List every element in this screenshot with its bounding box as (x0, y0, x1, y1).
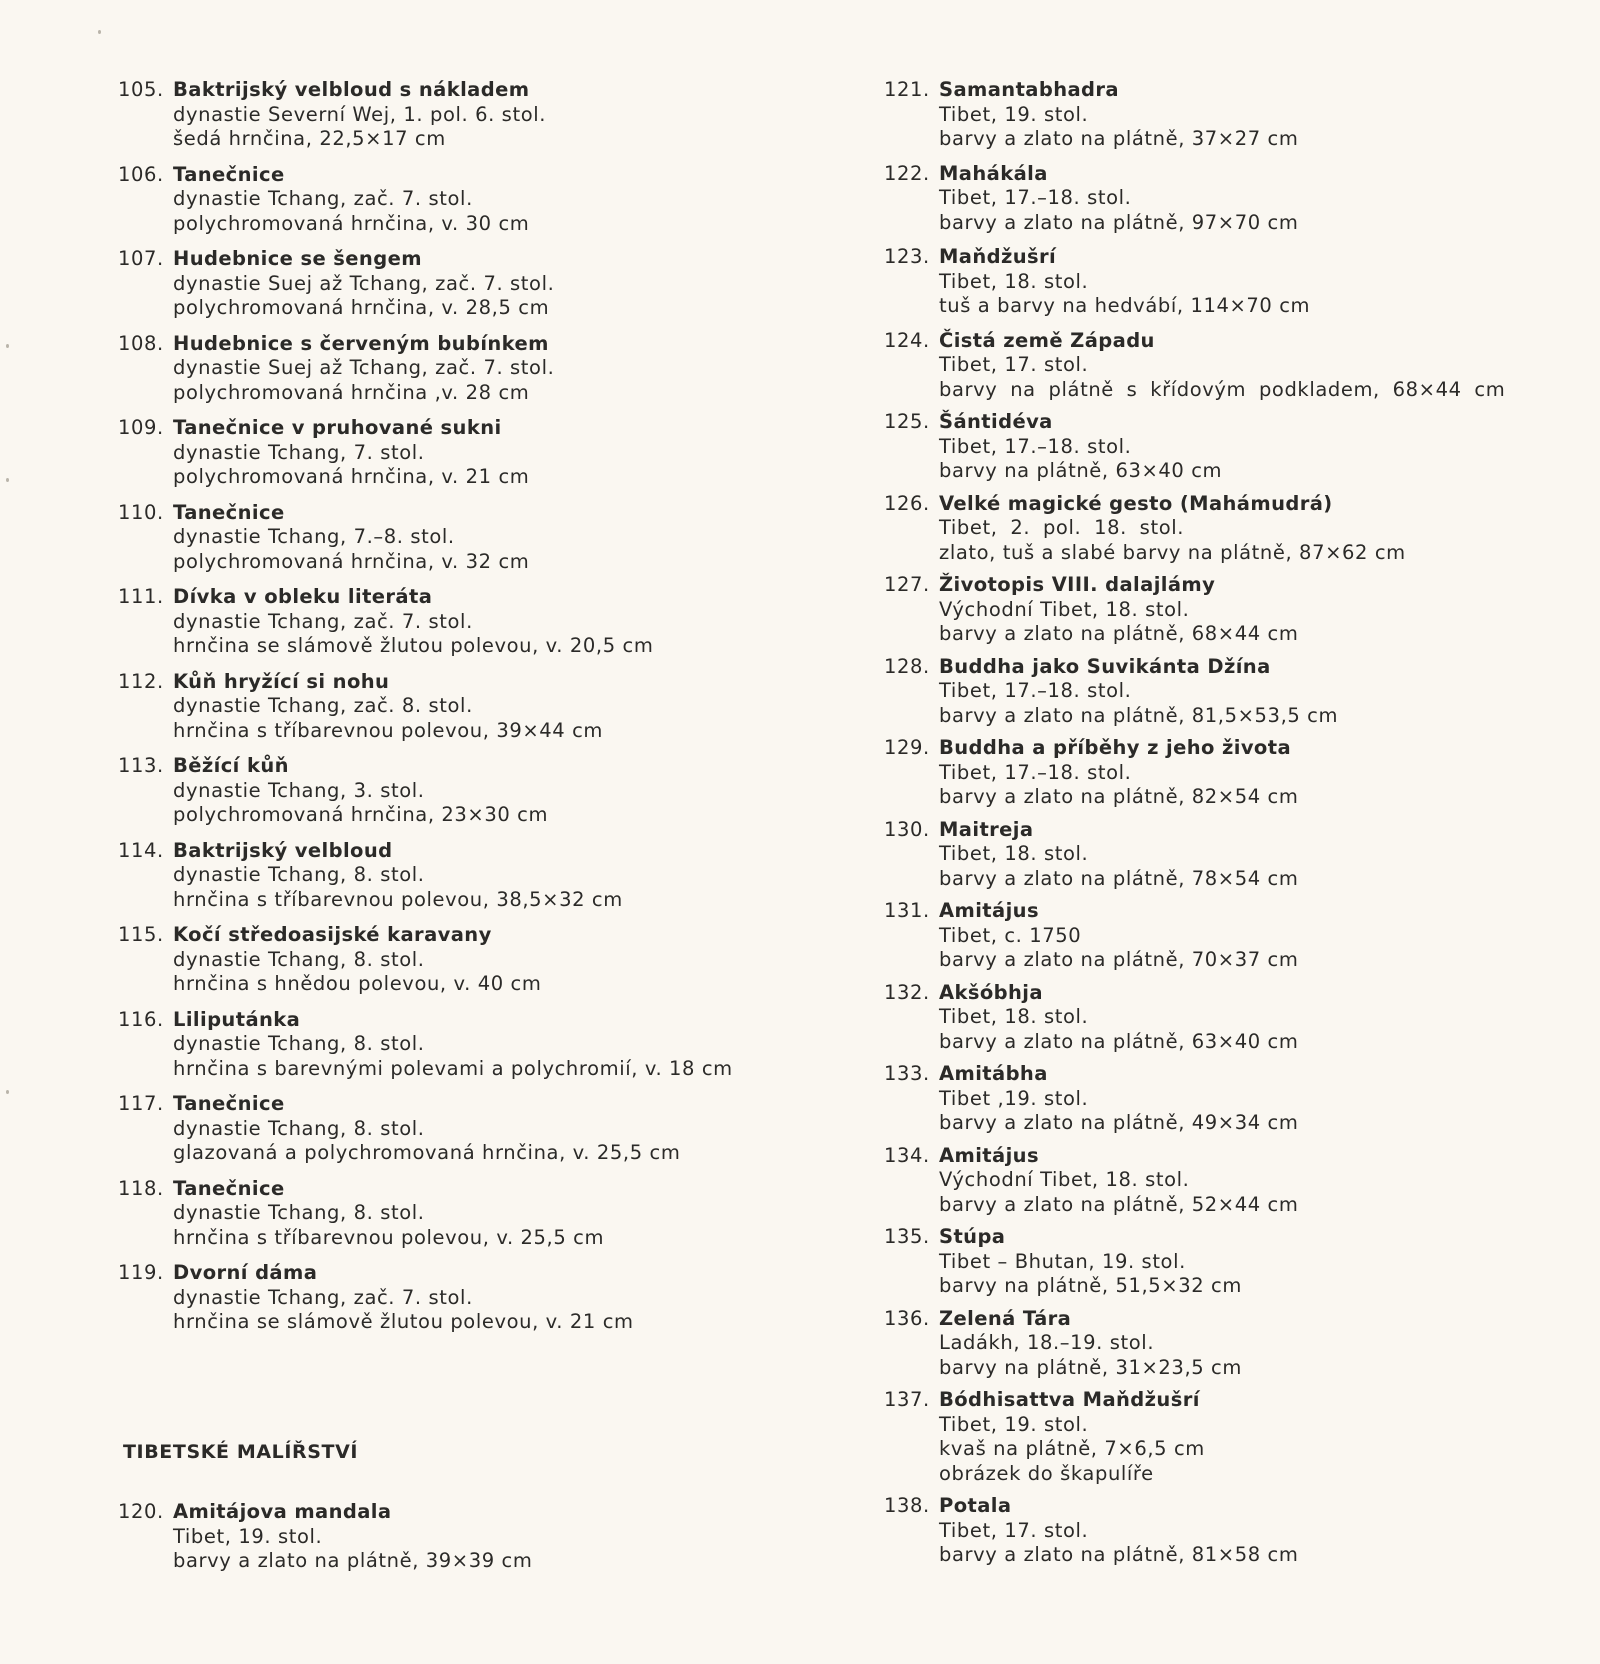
entry-material: barvy a zlato na plátně, 97×70 cm (939, 210, 1299, 234)
entry-number: 133. (884, 1062, 930, 1085)
entry-material: zlato, tuš a slabé barvy na plátně, 87×62 cm (939, 540, 1406, 564)
entry-number: 135. (884, 1225, 930, 1248)
entry-material: barvy a zlato na plátně, 81×58 cm (939, 1543, 1299, 1566)
catalog-entry (118, 247, 818, 321)
entry-number: 116. (118, 1007, 164, 1031)
entry-origin: dynastie Tchang, zač. 8. stol. (173, 694, 473, 717)
entry-number: 115. (118, 923, 164, 946)
entry-material: barvy a zlato na plátně, 49×34 cm (939, 1111, 1299, 1134)
entry-origin: Tibet, 17.–18. stol. (939, 186, 1132, 209)
entry-number: 138. (884, 1494, 930, 1517)
entry-material: barvy a zlato na plátně, 39×39 cm (173, 1549, 533, 1572)
entry-number: 105. (118, 78, 164, 101)
entry-material: polychromovaná hrnčina, v. 32 cm (173, 549, 530, 573)
entry-origin: Tibet, 19. stol. (939, 102, 1089, 126)
entry-number: 114. (118, 838, 164, 862)
entry-title: Liliputánka (173, 1007, 301, 1031)
entry-material: barvy na plátně s křídovým podkladem, 68×44 cm (939, 377, 1506, 401)
entry-material: hrnčina s barevnými polevami a polychromií, v. 18 cm (173, 1056, 733, 1080)
entry-number: 137. (884, 1388, 930, 1411)
entry-title: Stúpa (939, 1225, 1006, 1248)
entry-number: 127. (884, 573, 930, 596)
catalog-entry (118, 501, 818, 575)
entry-origin: Tibet, c. 1750 (939, 923, 1082, 947)
entry-title: Šántidéva (939, 410, 1053, 433)
catalog-entry (884, 1062, 1584, 1136)
entry-material: polychromovaná hrnčina, v. 21 cm (173, 465, 530, 488)
catalog-entry (118, 754, 818, 828)
entry-number: 126. (884, 491, 930, 515)
entry-origin: Ladákh, 18.–19. stol. (939, 1331, 1155, 1354)
entry-title: Mahákála (939, 161, 1048, 185)
entry-title: Buddha jako Suvikánta Džína (939, 654, 1271, 678)
entry-origin: Východní Tibet, 18. stol. (939, 1168, 1190, 1191)
entry-number: 109. (118, 416, 164, 439)
entry-number: 112. (118, 669, 164, 693)
catalog-entry (118, 1177, 818, 1251)
paper-speck (6, 478, 9, 482)
entry-origin: Tibet ,19. stol. (939, 1086, 1089, 1110)
entry-origin: Tibet, 18. stol. (939, 269, 1089, 293)
entry-title: Kočí středoasijské karavany (173, 923, 492, 946)
catalog-column-left (118, 78, 818, 1346)
entry-title: Baktrijský velbloud s nákladem (173, 78, 530, 101)
entry-number: 129. (884, 736, 930, 759)
entry-material: polychromovaná hrnčina, v. 28,5 cm (173, 296, 550, 319)
entry-material: barvy a zlato na plátně, 78×54 cm (939, 866, 1299, 890)
catalog-entry (884, 1494, 1584, 1568)
entry-origin: dynastie Tchang, 8. stol. (173, 1032, 425, 1055)
entry-title: Maitreja (939, 817, 1034, 841)
entry-material: hrnčina s tříbarevnou polevou, v. 25,5 cm (173, 1225, 605, 1249)
catalog-column-right (884, 78, 1584, 1576)
entry-origin: Tibet, 2. pol. 18. stol. (939, 516, 1185, 539)
entry-origin: dynastie Severní Wej, 1. pol. 6. stol. (173, 102, 547, 126)
entry-title: Bódhisattva Maňdžušrí (939, 1388, 1200, 1411)
catalog-entry (118, 585, 818, 659)
entry-title: Akšóbhja (939, 980, 1043, 1004)
entry-origin: dynastie Tchang, 8. stol. (173, 863, 425, 886)
entry-number: 122. (884, 161, 930, 185)
catalog-entry (884, 245, 1584, 319)
entry-material: barvy a zlato na plátně, 52×44 cm (939, 1192, 1299, 1216)
entry-material: barvy na plátně, 51,5×32 cm (939, 1274, 1242, 1297)
catalog-entry (118, 1500, 873, 1574)
catalog-entry (884, 655, 1584, 729)
catalog-entry (118, 839, 818, 913)
entry-origin: Tibet, 18. stol. (939, 842, 1089, 865)
entry-origin: Tibet – Bhutan, 19. stol. (939, 1249, 1186, 1273)
catalog-entry (884, 492, 1584, 566)
catalog-entry (118, 670, 818, 744)
entry-material: barvy a zlato na plátně, 37×27 cm (939, 127, 1299, 150)
entry-number: 121. (884, 78, 930, 101)
paper-speck (6, 1090, 9, 1094)
catalog-entry (118, 1261, 818, 1335)
entry-number: 124. (884, 328, 930, 352)
entry-origin: dynastie Tchang, 7. stol. (173, 440, 425, 464)
entry-title: Tanečnice (173, 500, 285, 524)
entry-number: 107. (118, 247, 164, 270)
entry-origin: dynastie Tchang, 8. stol. (173, 1201, 425, 1224)
entry-number: 119. (118, 1261, 164, 1284)
entry-number: 110. (118, 500, 164, 524)
catalog-entry (884, 981, 1584, 1055)
catalog-entry (884, 818, 1584, 892)
entry-title: Tanečnice (173, 162, 285, 186)
entry-title: Velké magické gesto (Mahámudrá) (939, 491, 1333, 515)
entry-origin: Tibet, 17. stol. (939, 1518, 1089, 1542)
entry-material: hrnčina se slámově žlutou polevou, v. 21 cm (173, 1310, 634, 1333)
entry-material: polychromovaná hrnčina ,v. 28 cm (173, 380, 530, 404)
entry-material: hrnčina s tříbarevnou polevou, 39×44 cm (173, 718, 604, 742)
entry-number: 132. (884, 980, 930, 1004)
entry-origin: Tibet, 18. stol. (939, 1005, 1089, 1028)
entry-title: Maňdžušrí (939, 245, 1057, 268)
entry-title: Dívka v obleku literáta (173, 585, 433, 608)
catalog-entry (118, 923, 818, 997)
entry-title: Kůň hryžící si nohu (173, 669, 390, 693)
catalog-entry (884, 736, 1584, 810)
entry-origin: Tibet, 19. stol. (939, 1412, 1089, 1436)
entry-material: polychromovaná hrnčina, v. 30 cm (173, 211, 530, 235)
entry-title: Tanečnice (173, 1176, 285, 1200)
catalog-entry (884, 78, 1584, 152)
entry-title: Hudebnice s červeným bubínkem (173, 331, 549, 355)
entry-material: barvy a zlato na plátně, 68×44 cm (939, 622, 1299, 645)
entry-number: 106. (118, 162, 164, 186)
catalog-entry (884, 329, 1584, 403)
entry-title: Životopis VIII. dalajlámy (939, 573, 1216, 596)
entry-title: Zelená Tára (939, 1306, 1072, 1330)
catalog-entry (884, 162, 1584, 236)
entry-number: 111. (118, 585, 164, 608)
catalog-entry (118, 332, 818, 406)
entry-material: barvy na plátně, 63×40 cm (939, 459, 1223, 482)
entry-origin: dynastie Tchang, 3. stol. (173, 778, 425, 802)
entry-title: Potala (939, 1494, 1012, 1517)
entry-number: 130. (884, 817, 930, 841)
entry-number: 117. (118, 1092, 164, 1115)
entry-title: Amitábha (939, 1062, 1048, 1085)
entry-number: 128. (884, 654, 930, 678)
entry-number: 125. (884, 410, 930, 433)
entry-origin: dynastie Tchang, zač. 7. stol. (173, 1285, 473, 1309)
paper-speck (98, 30, 101, 34)
entry-origin: dynastie Tchang, zač. 7. stol. (173, 609, 473, 633)
catalog-entry (118, 163, 818, 237)
entry-material: hrnčina s hnědou polevou, v. 40 cm (173, 972, 542, 995)
entry-origin: Tibet, 17.–18. stol. (939, 760, 1132, 784)
catalog-entry (118, 78, 818, 152)
entry-material: šedá hrnčina, 22,5×17 cm (173, 127, 446, 150)
entry-origin: dynastie Suej až Tchang, zač. 7. stol. (173, 356, 555, 379)
entry-title: Amitájus (939, 899, 1039, 922)
entry-number: 131. (884, 899, 930, 922)
catalog-entry (884, 1144, 1584, 1218)
entry-material: barvy a zlato na plátně, 70×37 cm (939, 948, 1299, 971)
entry-title: Amitájus (939, 1143, 1039, 1167)
catalog-entry (884, 1307, 1584, 1381)
catalog-entry (884, 1388, 1584, 1486)
entry-title: Amitájova mandala (173, 1500, 392, 1523)
entry-origin: Východní Tibet, 18. stol. (939, 597, 1190, 621)
entry-title: Buddha a příběhy z jeho života (939, 736, 1292, 759)
catalog-entry (884, 899, 1584, 973)
entry-material: tuš a barvy na hedvábí, 114×70 cm (939, 294, 1311, 317)
entry-material: hrnčina s tříbarevnou polevou, 38,5×32 cm (173, 887, 623, 911)
entry-origin: Tibet, 17.–18. stol. (939, 434, 1132, 458)
entry-material: kvaš na plátně, 7×6,5 cm (939, 1437, 1205, 1460)
catalog-entry (118, 416, 818, 490)
entry-title: Běžící kůň (173, 754, 289, 777)
entry-number: 136. (884, 1306, 930, 1330)
catalog-entry (118, 1008, 818, 1082)
catalog-entry (118, 1092, 818, 1166)
entry-origin: dynastie Suej až Tchang, zač. 7. stol. (173, 271, 555, 295)
catalog-entry (884, 573, 1584, 647)
entry-origin: dynastie Tchang, 8. stol. (173, 1116, 425, 1140)
entry-number: 134. (884, 1143, 930, 1167)
entry-material: barvy a zlato na plátně, 81,5×53,5 cm (939, 703, 1339, 727)
entry-title: Samantabhadra (939, 78, 1119, 101)
entry-number: 120. (118, 1500, 164, 1523)
entry-material: barvy na plátně, 31×23,5 cm (939, 1355, 1242, 1379)
entry-title: Tanečnice (173, 1092, 285, 1115)
entry-material: barvy a zlato na plátně, 63×40 cm (939, 1029, 1299, 1053)
catalog-entry (884, 1225, 1584, 1299)
catalog-entry (884, 410, 1584, 484)
entry-number: 113. (118, 754, 164, 777)
section-heading: TIBETSKÉ MALÍŘSTVÍ (123, 1441, 359, 1463)
entry-title: Dvorní dáma (173, 1261, 318, 1284)
entry-origin: dynastie Tchang, 8. stol. (173, 947, 425, 971)
entry-origin: Tibet, 17.–18. stol. (939, 679, 1132, 702)
entry-origin: dynastie Tchang, 7.–8. stol. (173, 525, 455, 548)
paper-speck (6, 344, 9, 348)
entry-material: glazovaná a polychromovaná hrnčina, v. 25,5 cm (173, 1141, 681, 1164)
entry-note: obrázek do škapulíře (939, 1461, 1154, 1485)
entry-origin: Tibet, 19. stol. (173, 1524, 323, 1548)
entry-number: 108. (118, 331, 164, 355)
entry-material: polychromovaná hrnčina, 23×30 cm (173, 803, 549, 826)
entry-origin: Tibet, 17. stol. (939, 353, 1089, 376)
entry-number: 123. (884, 245, 930, 268)
entry-material: barvy a zlato na plátně, 82×54 cm (939, 785, 1299, 808)
entry-title: Tanečnice v pruhované sukni (173, 416, 502, 439)
entry-title: Hudebnice se šengem (173, 247, 422, 270)
entry-number: 118. (118, 1176, 164, 1200)
entry-title: Baktrijský velbloud (173, 838, 393, 862)
entry-title: Čistá země Západu (939, 328, 1155, 352)
entry-material: hrnčina se slámově žlutou polevou, v. 20,5 cm (173, 634, 654, 657)
entry-origin: dynastie Tchang, zač. 7. stol. (173, 187, 473, 210)
